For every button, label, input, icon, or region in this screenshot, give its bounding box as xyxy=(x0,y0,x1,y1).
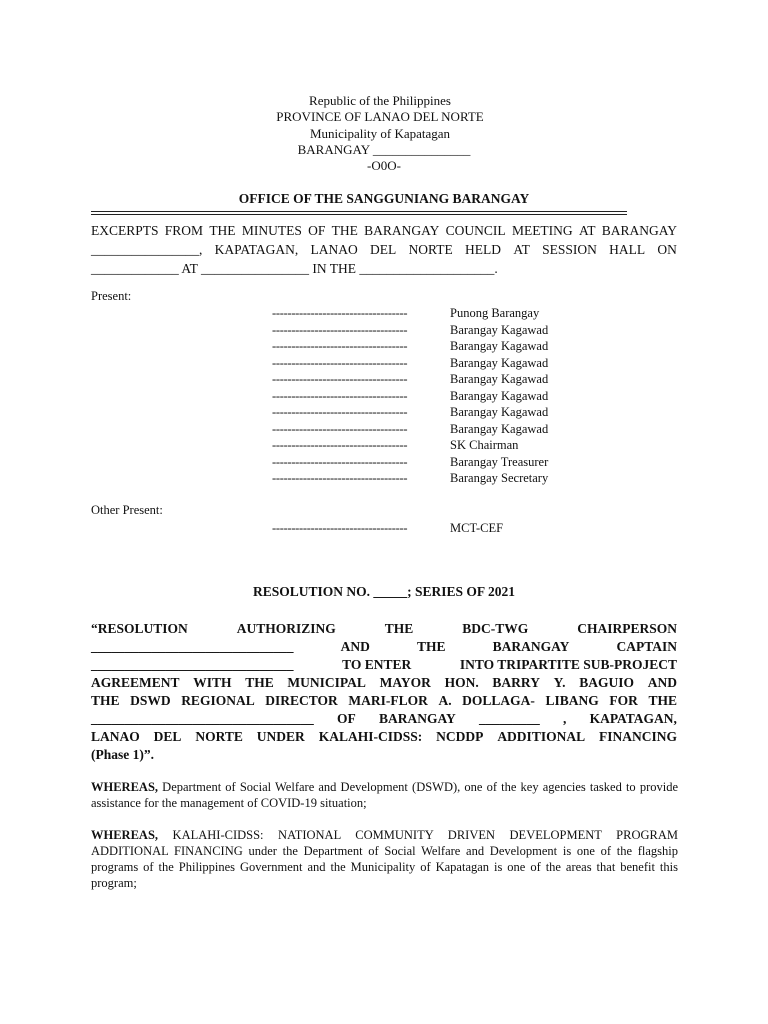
word: AND xyxy=(340,639,370,654)
resolution-title-line xyxy=(91,656,677,674)
word: ON xyxy=(657,242,677,257)
word: HON. xyxy=(444,675,479,690)
word: INTO TRIPARTITE SUB-PROJECT xyxy=(459,657,677,672)
word: ______________________________ xyxy=(91,639,294,654)
signature-line: ----------------------------------- xyxy=(272,306,408,320)
word: TO ENTER xyxy=(342,657,412,672)
word: KALAHI-CIDSS: xyxy=(318,729,423,744)
resolution-title-line xyxy=(91,692,677,710)
word: NORTE xyxy=(408,242,453,257)
word: “RESOLUTION xyxy=(91,621,188,636)
signature-line: ----------------------------------- xyxy=(272,521,408,535)
other-roster-row xyxy=(272,520,503,537)
word: BARRY xyxy=(492,675,540,690)
word: AND xyxy=(647,675,677,690)
double-rule xyxy=(91,211,627,215)
word: HELD xyxy=(465,242,502,257)
signature-line: ----------------------------------- xyxy=(272,471,408,485)
word: BAGUIO xyxy=(579,675,635,690)
roster-row xyxy=(272,404,548,421)
word: MINUTES xyxy=(241,223,302,238)
word: _________________________________ xyxy=(91,711,314,726)
member-role: Barangay Treasurer xyxy=(450,454,549,469)
member-role: Barangay Kagawad xyxy=(450,372,549,386)
word: AUTHORIZING xyxy=(236,621,336,636)
roster-row xyxy=(272,322,548,339)
signature-line: ----------------------------------- xyxy=(272,339,408,353)
header-divider: -O0O- xyxy=(367,158,401,173)
present-roster xyxy=(272,305,548,487)
roster-row xyxy=(272,355,548,372)
word: NCDDP xyxy=(436,729,484,744)
roster-row xyxy=(272,437,548,454)
word: THE xyxy=(384,621,414,636)
word: AGREEMENT xyxy=(91,675,180,690)
word: , xyxy=(562,711,567,726)
word: DOLLAGA- xyxy=(462,693,535,708)
member-role: Barangay Kagawad xyxy=(450,405,549,419)
signature-line: ----------------------------------- xyxy=(272,454,408,469)
word: THE xyxy=(648,693,677,708)
word: A. xyxy=(438,693,452,708)
resolution-number: RESOLUTION NO. _____; SERIES OF 2021 xyxy=(252,584,516,599)
word: _________ xyxy=(478,711,540,726)
word: UNDER xyxy=(256,729,305,744)
member-role: Barangay Kagawad xyxy=(450,421,549,436)
roster-row xyxy=(272,470,548,487)
whereas-paragraph-1 xyxy=(91,779,678,811)
roster-row xyxy=(272,421,548,438)
header-republic: Republic of the Philippines xyxy=(309,93,451,108)
excerpt-line-1 xyxy=(91,221,677,240)
word: BARANGAY xyxy=(492,639,570,654)
resolution-title-line xyxy=(91,620,677,638)
word: BARANGAY xyxy=(364,223,440,238)
word: THE xyxy=(331,223,358,238)
word: FOR xyxy=(609,693,638,708)
signature-line: ----------------------------------- xyxy=(272,438,408,452)
signature-line: ----------------------------------- xyxy=(272,322,408,337)
member-role: Barangay Kagawad xyxy=(450,388,549,403)
roster-row xyxy=(272,371,548,388)
word: OF xyxy=(336,711,356,726)
word: DSWD xyxy=(130,693,171,708)
member-role: Barangay Kagawad xyxy=(450,339,549,353)
roster-row xyxy=(272,454,548,471)
resolution-title xyxy=(91,620,677,764)
word: LIBANG xyxy=(545,693,599,708)
resolution-title-line xyxy=(91,728,677,746)
word: FINANCING xyxy=(598,729,677,744)
header-barangay: BARANGAY _______________ xyxy=(297,142,471,157)
resolution-title-line xyxy=(91,710,677,728)
word: SESSION xyxy=(542,242,597,257)
word: KAPATAGAN, xyxy=(589,711,677,726)
member-role: Barangay Kagawad xyxy=(450,322,549,337)
other-present-roster xyxy=(272,520,503,537)
word: BDC-TWG xyxy=(462,621,529,636)
word: BARANGAY xyxy=(601,223,677,238)
word: BARANGAY xyxy=(378,711,456,726)
signature-line: ----------------------------------- xyxy=(272,372,408,386)
word: MEETING xyxy=(511,223,573,238)
resolution-title-line: (Phase 1)”. xyxy=(91,747,154,762)
whereas-text: Department of Social Welfare and Development (DSWD), one of the key agencies tasked to provide assistance for the management of COVID-19 situation; xyxy=(91,780,678,810)
word: FROM xyxy=(164,223,204,238)
word: CAPTAIN xyxy=(616,639,677,654)
header-province: PROVINCE OF LANAO DEL NORTE xyxy=(276,109,484,124)
member-role: SK Chairman xyxy=(450,438,519,452)
word: WITH xyxy=(193,675,232,690)
member-role: Barangay Kagawad xyxy=(450,355,549,370)
word: THE xyxy=(416,639,446,654)
word: NORTE xyxy=(195,729,243,744)
word: DEL xyxy=(370,242,397,257)
roster-row xyxy=(272,388,548,405)
excerpt-paragraph xyxy=(91,221,677,278)
resolution-title-line xyxy=(91,674,677,692)
word: DEL xyxy=(153,729,182,744)
signature-line: ----------------------------------- xyxy=(272,421,408,436)
header-municipality: Municipality of Kapatagan xyxy=(309,126,451,141)
word: AT xyxy=(513,242,530,257)
word: THE xyxy=(91,693,120,708)
word: REGIONAL xyxy=(181,693,255,708)
roster-row xyxy=(272,338,548,355)
word: KAPATAGAN, xyxy=(214,242,299,257)
whereas-text: KALAHI-CIDSS: NATIONAL COMMUNITY DRIVEN DEVELOPMENT PROGRAM ADDITIONAL FINANCING under the Department of Social Welfare and Development is one of the flagship programs of the Philippines Government and the Municipality of Kapatagan is one of the areas that benefit this program; xyxy=(91,828,678,890)
word: HALL xyxy=(609,242,646,257)
word: LANAO xyxy=(310,242,358,257)
roster-row xyxy=(272,305,548,322)
word: MUNICIPAL xyxy=(287,675,366,690)
signature-line: ----------------------------------- xyxy=(272,388,408,403)
excerpt-line-2 xyxy=(91,240,677,259)
word: Y. xyxy=(553,675,566,690)
word: DIRECTOR xyxy=(265,693,338,708)
member-role: MCT-CEF xyxy=(450,521,504,535)
word: ________________, xyxy=(91,242,203,257)
present-label: Present: xyxy=(91,289,132,303)
whereas-paragraph-2 xyxy=(91,827,678,891)
word: AT xyxy=(578,223,596,238)
office-title: OFFICE OF THE SANGGUNIANG BARANGAY xyxy=(238,191,530,206)
member-role: Barangay Secretary xyxy=(450,471,549,485)
word: MAYOR xyxy=(379,675,431,690)
word: ______________________________ xyxy=(91,657,294,672)
whereas-lead: WHEREAS, xyxy=(91,828,159,842)
excerpt-line-3: _____________ AT ________________ IN THE ____________________. xyxy=(91,261,498,276)
word: COUNCIL xyxy=(445,223,506,238)
word: CHAIRPERSON xyxy=(577,621,677,636)
signature-line: ----------------------------------- xyxy=(272,405,408,419)
word: MARI-FLOR xyxy=(348,693,428,708)
word: EXCERPTS xyxy=(91,223,159,238)
resolution-title-line xyxy=(91,638,677,656)
word: ADDITIONAL xyxy=(497,729,586,744)
word: THE xyxy=(209,223,236,238)
word: LANAO xyxy=(91,729,140,744)
word: OF xyxy=(308,223,326,238)
member-role: Punong Barangay xyxy=(450,306,540,320)
whereas-lead: WHEREAS, xyxy=(91,780,159,794)
word: THE xyxy=(245,675,274,690)
signature-line: ----------------------------------- xyxy=(272,355,408,370)
other-present-label: Other Present: xyxy=(91,503,163,517)
